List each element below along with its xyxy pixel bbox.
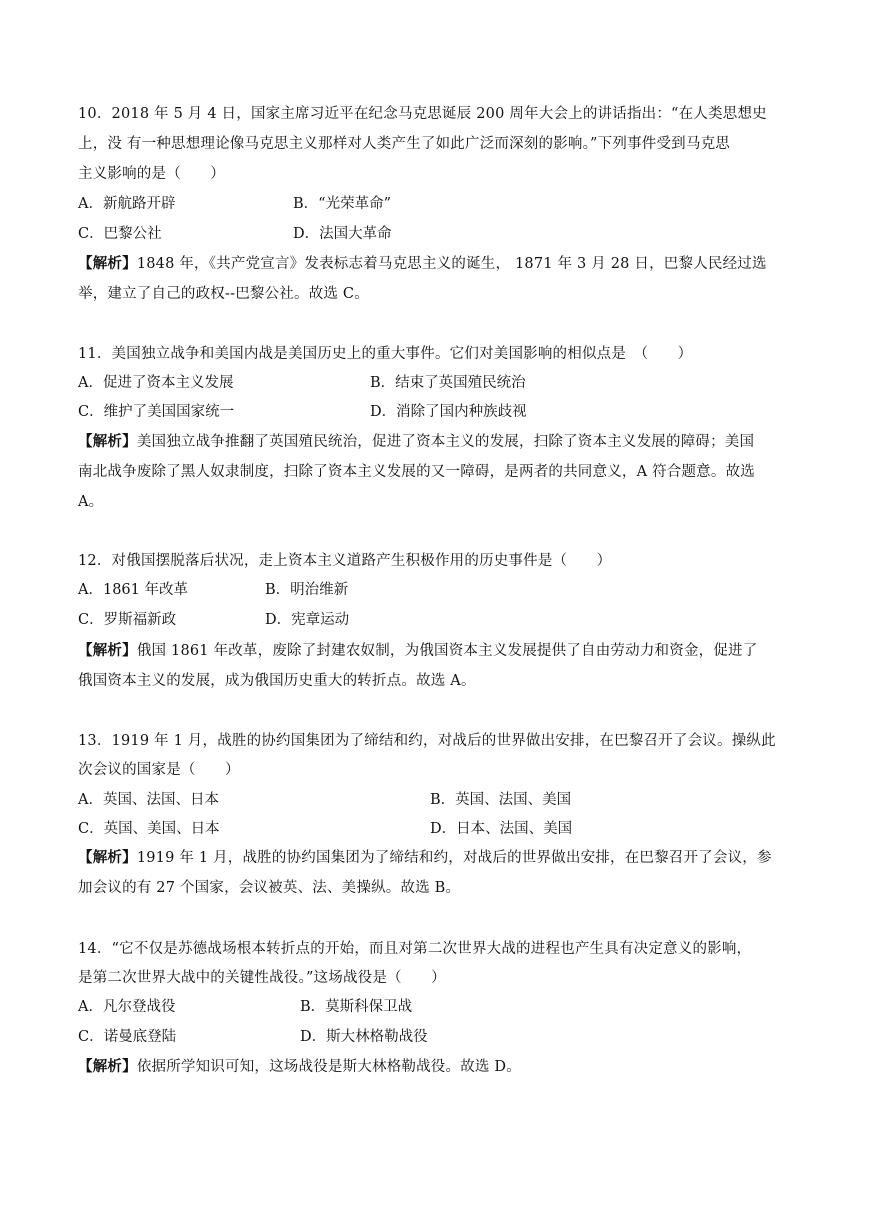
option-c: C．巴黎公社 bbox=[78, 226, 162, 242]
question-stem-line: 次会议的国家是（ ） bbox=[78, 762, 240, 778]
question-stem-line: 主义影响的是（ ） bbox=[78, 166, 225, 182]
question-stem-line: 14．“它不仅是苏德战场根本转折点的开始，而且对第二次世界大战的进程也产生具有决定意义的影响， bbox=[78, 941, 752, 957]
analysis-tag: 【解析】 bbox=[78, 433, 137, 450]
analysis-line: 俄国资本主义的发展，成为俄国历史重大的转折点。故选 A。 bbox=[78, 673, 476, 689]
option-a: A．促进了资本主义发展 bbox=[78, 375, 234, 391]
option-c: C．诺曼底登陆 bbox=[78, 1029, 177, 1045]
analysis-line: A。 bbox=[78, 494, 104, 510]
analysis-tag: 【解析】 bbox=[78, 642, 137, 659]
analysis-text: 俄国 1861 年改革，废除了封建农奴制，为俄国资本主义发展提供了自由劳动力和资金，促进了 bbox=[136, 643, 758, 659]
analysis-line bbox=[78, 254, 767, 274]
analysis-line: 举，建立了自己的政权--巴黎公社。故选 C。 bbox=[78, 286, 369, 302]
analysis-tag: 【解析】 bbox=[78, 849, 137, 866]
option-b: B．明治维新 bbox=[265, 582, 349, 598]
analysis-tag: 【解析】 bbox=[78, 255, 137, 272]
analysis-text: 1848 年，《共产党宣言》发表标志着马克思主义的诞生， 1871 年 3 月 28 日，巴黎人民经过选 bbox=[136, 256, 767, 272]
option-d: D．消除了国内种族歧视 bbox=[370, 404, 527, 420]
analysis-text: 依据所学知识可知，这场战役是斯大林格勒战役。故选 D。 bbox=[136, 1059, 521, 1075]
question-stem-line: 10．2018 年 5 月 4 日，国家主席习近平在纪念马克思诞辰 200 周年大会上的讲话指出：“在人类思想史 bbox=[78, 106, 767, 122]
option-c: C．罗斯福新政 bbox=[78, 612, 177, 628]
option-b: B．结束了英国殖民统治 bbox=[370, 375, 526, 391]
option-b: B．“光荣革命” bbox=[293, 196, 391, 212]
option-a: A．1861 年改革 bbox=[78, 582, 188, 598]
question-stem-line: 上，没 有一种思想理论像马克思主义那样对人类产生了如此广泛而深刻的影响。”下列事件受到马克思 bbox=[78, 136, 730, 152]
analysis-line bbox=[78, 848, 772, 868]
question-stem-line: 13．1919 年 1 月，战胜的协约国集团为了缔结和约，对战后的世界做出安排，在巴黎召开了会议。操纵此 bbox=[78, 733, 776, 749]
question-stem-line: 12．对俄国摆脱落后状况，走上资本主义道路产生积极作用的历史事件是（ ） bbox=[78, 553, 612, 569]
analysis-text: 美国独立战争推翻了英国殖民统治，促进了资本主义的发展，扫除了资本主义发展的障碍；美国 bbox=[136, 434, 755, 450]
analysis-tag: 【解析】 bbox=[78, 1058, 137, 1075]
question-stem-line: 是第二次世界大战中的关键性战役。”这场战役是（ ） bbox=[78, 970, 446, 986]
option-d: D．日本、法国、美国 bbox=[430, 821, 573, 837]
option-d: D．宪章运动 bbox=[265, 612, 350, 628]
analysis-line: 加会议的有 27 个国家，会议被英、法、美操纵。故选 B。 bbox=[78, 880, 461, 896]
option-a: A．凡尔登战役 bbox=[78, 999, 176, 1015]
option-b: B．莫斯科保卫战 bbox=[300, 999, 413, 1015]
option-c: C．维护了美国国家统一 bbox=[78, 404, 235, 420]
option-a: A．新航路开辟 bbox=[78, 196, 176, 212]
option-c: C．英国、美国、日本 bbox=[78, 821, 220, 837]
analysis-line: 南北战争废除了黑人奴隶制度，扫除了资本主义发展的又一障碍，是两者的共同意义，A 符合题意。故选 bbox=[78, 464, 755, 480]
analysis-line bbox=[78, 1057, 521, 1077]
option-b: B．英国、法国、美国 bbox=[430, 792, 572, 808]
analysis-line bbox=[78, 641, 757, 661]
analysis-text: 1919 年 1 月，战胜的协约国集团为了缔结和约，对战后的世界做出安排，在巴黎召开了会议，参 bbox=[136, 850, 772, 866]
option-a: A．英国、法国、日本 bbox=[78, 792, 219, 808]
analysis-line bbox=[78, 432, 754, 452]
option-d: D．斯大林格勒战役 bbox=[300, 1029, 428, 1045]
question-stem-line: 11．美国独立战争和美国内战是美国历史上的重大事件。它们对美国影响的相似点是 （ ） bbox=[78, 346, 693, 362]
option-d: D．法国大革命 bbox=[293, 226, 392, 242]
